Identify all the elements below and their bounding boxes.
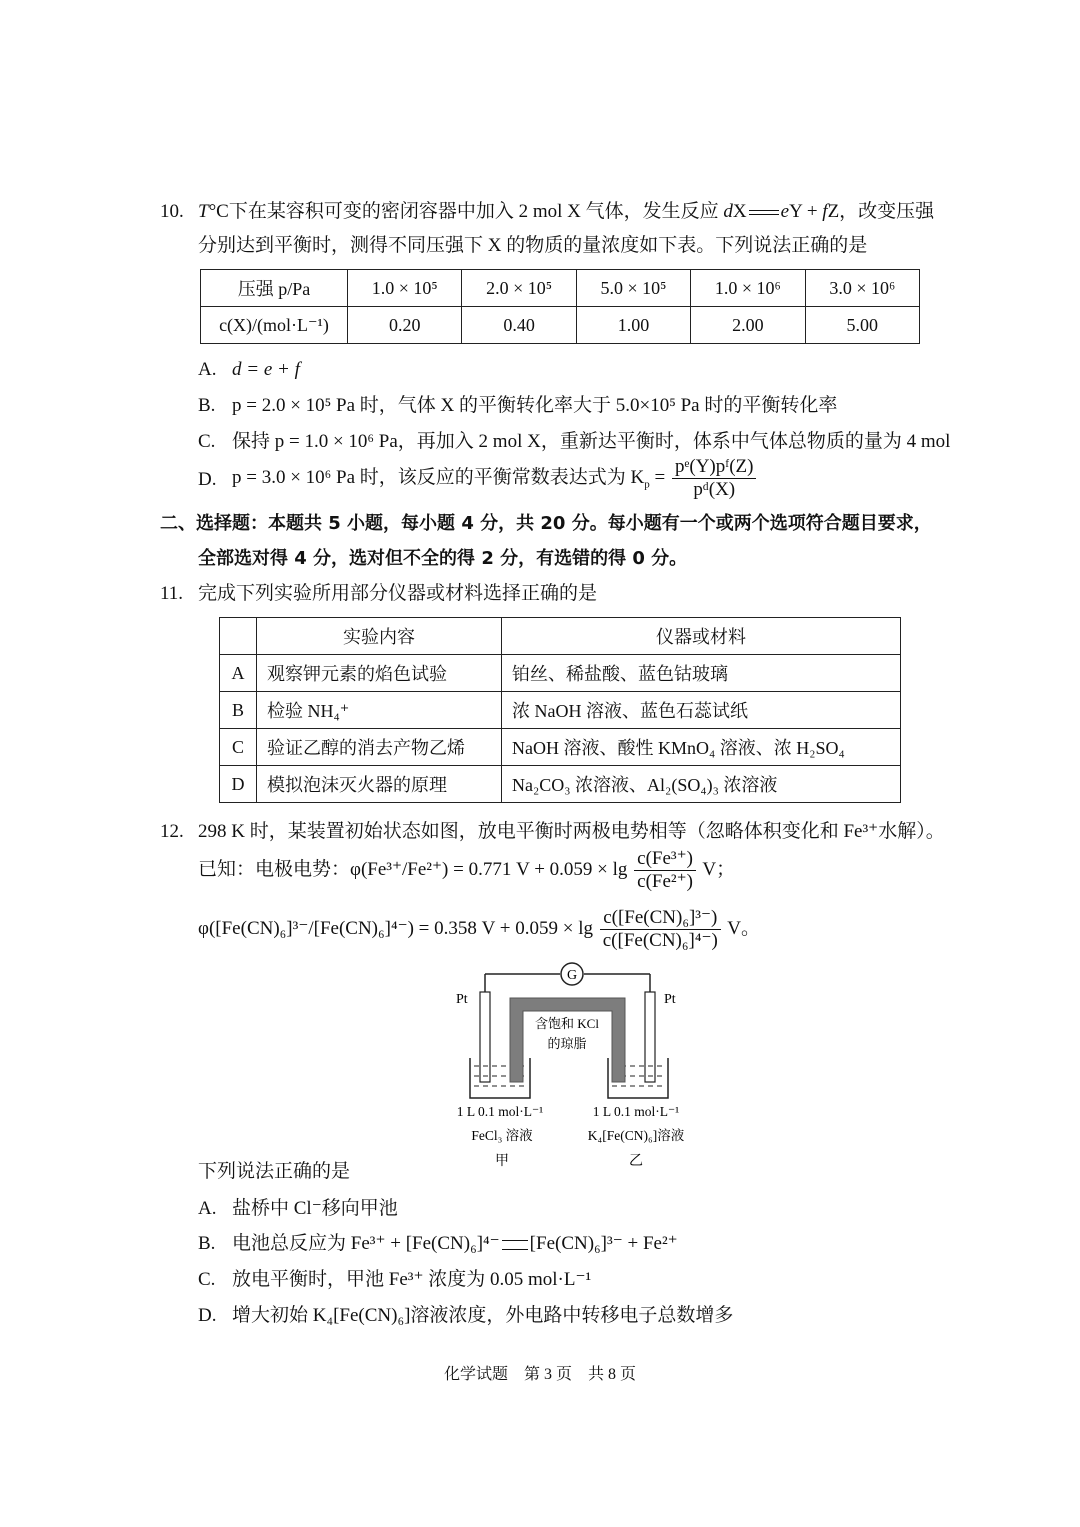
q12-option-a: 盐桥中 Cl⁻移向甲池 [232,1198,398,1219]
q10-table-concentration: 0.40 [462,307,576,344]
q12-fraction-1-den: c(Fe²⁺) [637,871,693,892]
q12-known-equation-2 [198,907,760,952]
q10-option-d-text: p = 3.0 × 10⁶ Pa 时，该反应的平衡常数表达式为 K [232,466,645,488]
q10-option-c-label: C. [198,431,216,452]
q12-eq2-prefix: φ([Fe(CN)₆]³⁻/[Fe(CN)₆]⁴⁻) = 0.358 V + 0.059 × lg [198,917,593,939]
q11-header-content: 实验内容 [257,618,502,655]
q12-known-suffix: V； [702,858,736,880]
q11-row-content: 检验 NH₄⁺ [257,692,502,729]
q11-row-label: C [220,729,257,766]
q12-option-b-label: B. [198,1233,216,1254]
q12-option-d-label: D. [198,1305,217,1326]
q11-row-materials: 铂丝、稀盐酸、蓝色钴玻璃 [502,655,901,692]
q10-temperature-symbol: T [198,201,209,222]
q10-option-b: p = 2.0 × 10⁵ Pa 时，气体 X 的平衡转化率大于 5.0×10⁵ Pa 时的平衡转化率 [232,395,838,416]
q10-option-b-label: B. [198,395,216,416]
q12-option-d: 增大初始 K₄[Fe(CN)₆]溶液浓度，外电路中转移电子总数增多 [232,1305,734,1326]
q10-table-pressure: 5.0 × 10⁵ [576,270,690,307]
q10-stem-text-a: °C下在某容积可变的密闭容器中加入 2 mol X 气体，发生反应 [208,201,724,222]
q11-row-materials: NaOH 溶液、酸性 KMnO₄ 溶液、浓 H₂SO₄ [502,729,901,766]
left-electrode-label: Pt [456,992,468,1007]
q12-fraction-2 [600,907,721,952]
q12-option-b-text-b: [Fe(CN)₆]³⁻ + Fe²⁺ [529,1233,678,1254]
q11-row-content: 模拟泡沫灭火器的原理 [257,766,502,803]
left-solution-label-2: FeCl₃ 溶液 [471,1128,533,1143]
q11-row-label: B [220,692,257,729]
q10-option-a-label: A. [198,359,217,380]
right-electrode-label: Pt [664,992,676,1007]
q12-fraction-1-num: c(Fe³⁺) [634,848,696,871]
q10-table-head-concentration: c(X)/(mol·L⁻¹) [201,307,348,344]
right-cell-name: 乙 [629,1154,643,1169]
q12-prompt: 下列说法正确的是 [198,1161,351,1182]
q12-option-b-text-a: 电池总反应为 Fe³⁺ + [Fe(CN)₆]⁴⁻ [232,1233,500,1254]
q12-option-b [232,1232,678,1256]
q12-fraction-2-den: c([Fe(CN)₆]⁴⁻) [602,930,718,951]
q12-known-prefix: 已知：电极电势：φ(Fe³⁺/Fe²⁺) = 0.771 V + 0.059 × lg [198,858,628,880]
page-footer: 化学试题 第 3 页 共 8 页 [443,1366,636,1383]
section2-heading-line2: 全部选对得 4 分，选对但不全的得 2 分，有选错的得 0 分。 [198,548,688,569]
q11-row-materials: 浓 NaOH 溶液、蓝色石蕊试纸 [502,692,901,729]
q10-table-concentration: 5.00 [805,307,919,344]
q10-stem-text-e: Z，改变压强 [827,201,935,222]
left-cell-name: 甲 [495,1154,509,1169]
q10-option-c: 保持 p = 1.0 × 10⁶ Pa，再加入 2 mol X，重新达平衡时，体系中气体总物质的量为 4 mol [232,431,951,452]
q11-row-content: 验证乙醇的消去产物乙烯 [257,729,502,766]
reaction-equals-icon [502,1240,528,1250]
q10-table-head-pressure: 压强 p/Pa [201,270,348,307]
q12-eq2-suffix: V。 [727,917,760,939]
q11-row-label: D [220,766,257,803]
q11-stem: 完成下列实验所用部分仪器或材料选择正确的是 [198,583,598,604]
galvanometer-label: G [566,968,578,983]
equilibrium-arrow-icon [749,208,779,218]
q12-known-equation-1 [198,848,735,893]
q10-table [200,269,920,344]
q12-option-c-label: C. [198,1269,216,1290]
q10-stem-line1: T°C下在某容积可变的密闭容器中加入 2 mol X 气体，发生反应 dX eY + fZ，改变压强 [198,201,935,222]
q10-option-d: p = 3.0 × 10⁶ Pa 时，该反应的平衡常数表达式为 $K_p$ = $\frac{\text{pᵉ(Y)pᶠ(Z)}}{\text{pᵈ(X)}}$ [232,456,758,501]
section2-heading-line1: 二、选择题：本题共 5 小题，每小题 4 分，共 20 分。每小题有一个或两个选项符合题目要求， [160,513,932,534]
q10-option-d-label: D. [198,469,217,490]
q11-row-label: A [220,655,257,692]
salt-bridge-label-1: 含饱和 KCl [535,1016,599,1031]
left-solution-label-1: 1 L 0.1 mol·L⁻¹ [456,1104,544,1119]
q10-stem-line2: 分别达到平衡时，测得不同压强下 X 的物质的量浓度如下表。下列说法正确的是 [198,235,868,256]
salt-bridge-label-2: 的琼脂 [547,1036,587,1051]
q12-fraction-1 [634,848,696,893]
q11-header-materials: 仪器或材料 [502,618,901,655]
q10-table-pressure: 1.0 × 10⁵ [348,270,462,307]
kp-denominator: pᵈ(X) [693,479,736,500]
q10-table-concentration: 2.00 [691,307,805,344]
q12-option-c: 放电平衡时，甲池 Fe³⁺ 浓度为 0.05 mol·L⁻¹ [232,1269,592,1290]
q12-option-a-label: A. [198,1198,217,1219]
right-pt-electrode [645,992,655,1082]
q10-option-a: d = e + f [232,359,300,380]
q12-fraction-2-num: c([Fe(CN)₆]³⁻) [600,907,721,930]
q10-number: 10. [160,201,184,222]
kp-fraction [672,456,756,501]
q10-table-concentration: 0.20 [348,307,462,344]
kp-numerator: pᵉ(Y)pᶠ(Z) [672,456,756,479]
q11-table [219,617,901,803]
q10-product-y: Y + [789,201,823,222]
q10-table-pressure: 2.0 × 10⁵ [462,270,576,307]
galvanic-cell-diagram [430,958,720,1178]
left-pt-electrode [480,992,490,1082]
right-solution-label-2: K₄[Fe(CN)₆]溶液 [587,1128,685,1143]
q10-table-pressure: 1.0 × 10⁶ [691,270,805,307]
q12-number: 12. [160,821,184,842]
q10-table-concentration: 1.00 [576,307,690,344]
q10-table-pressure: 3.0 × 10⁶ [805,270,919,307]
q10-reactant-x: X [732,201,747,222]
q11-table-corner [220,618,257,655]
q12-stem: 298 K 时，某装置初始状态如图，放电平衡时两极电势相等（忽略体积变化和 Fe³⁺水解）。 [198,821,945,842]
q11-row-content: 观察钾元素的焰色试验 [257,655,502,692]
q11-row-materials: Na₂CO₃ 浓溶液、Al₂(SO₄)₃ 浓溶液 [502,766,901,803]
right-solution-label-1: 1 L 0.1 mol·L⁻¹ [592,1104,680,1119]
q11-number: 11. [160,583,184,604]
